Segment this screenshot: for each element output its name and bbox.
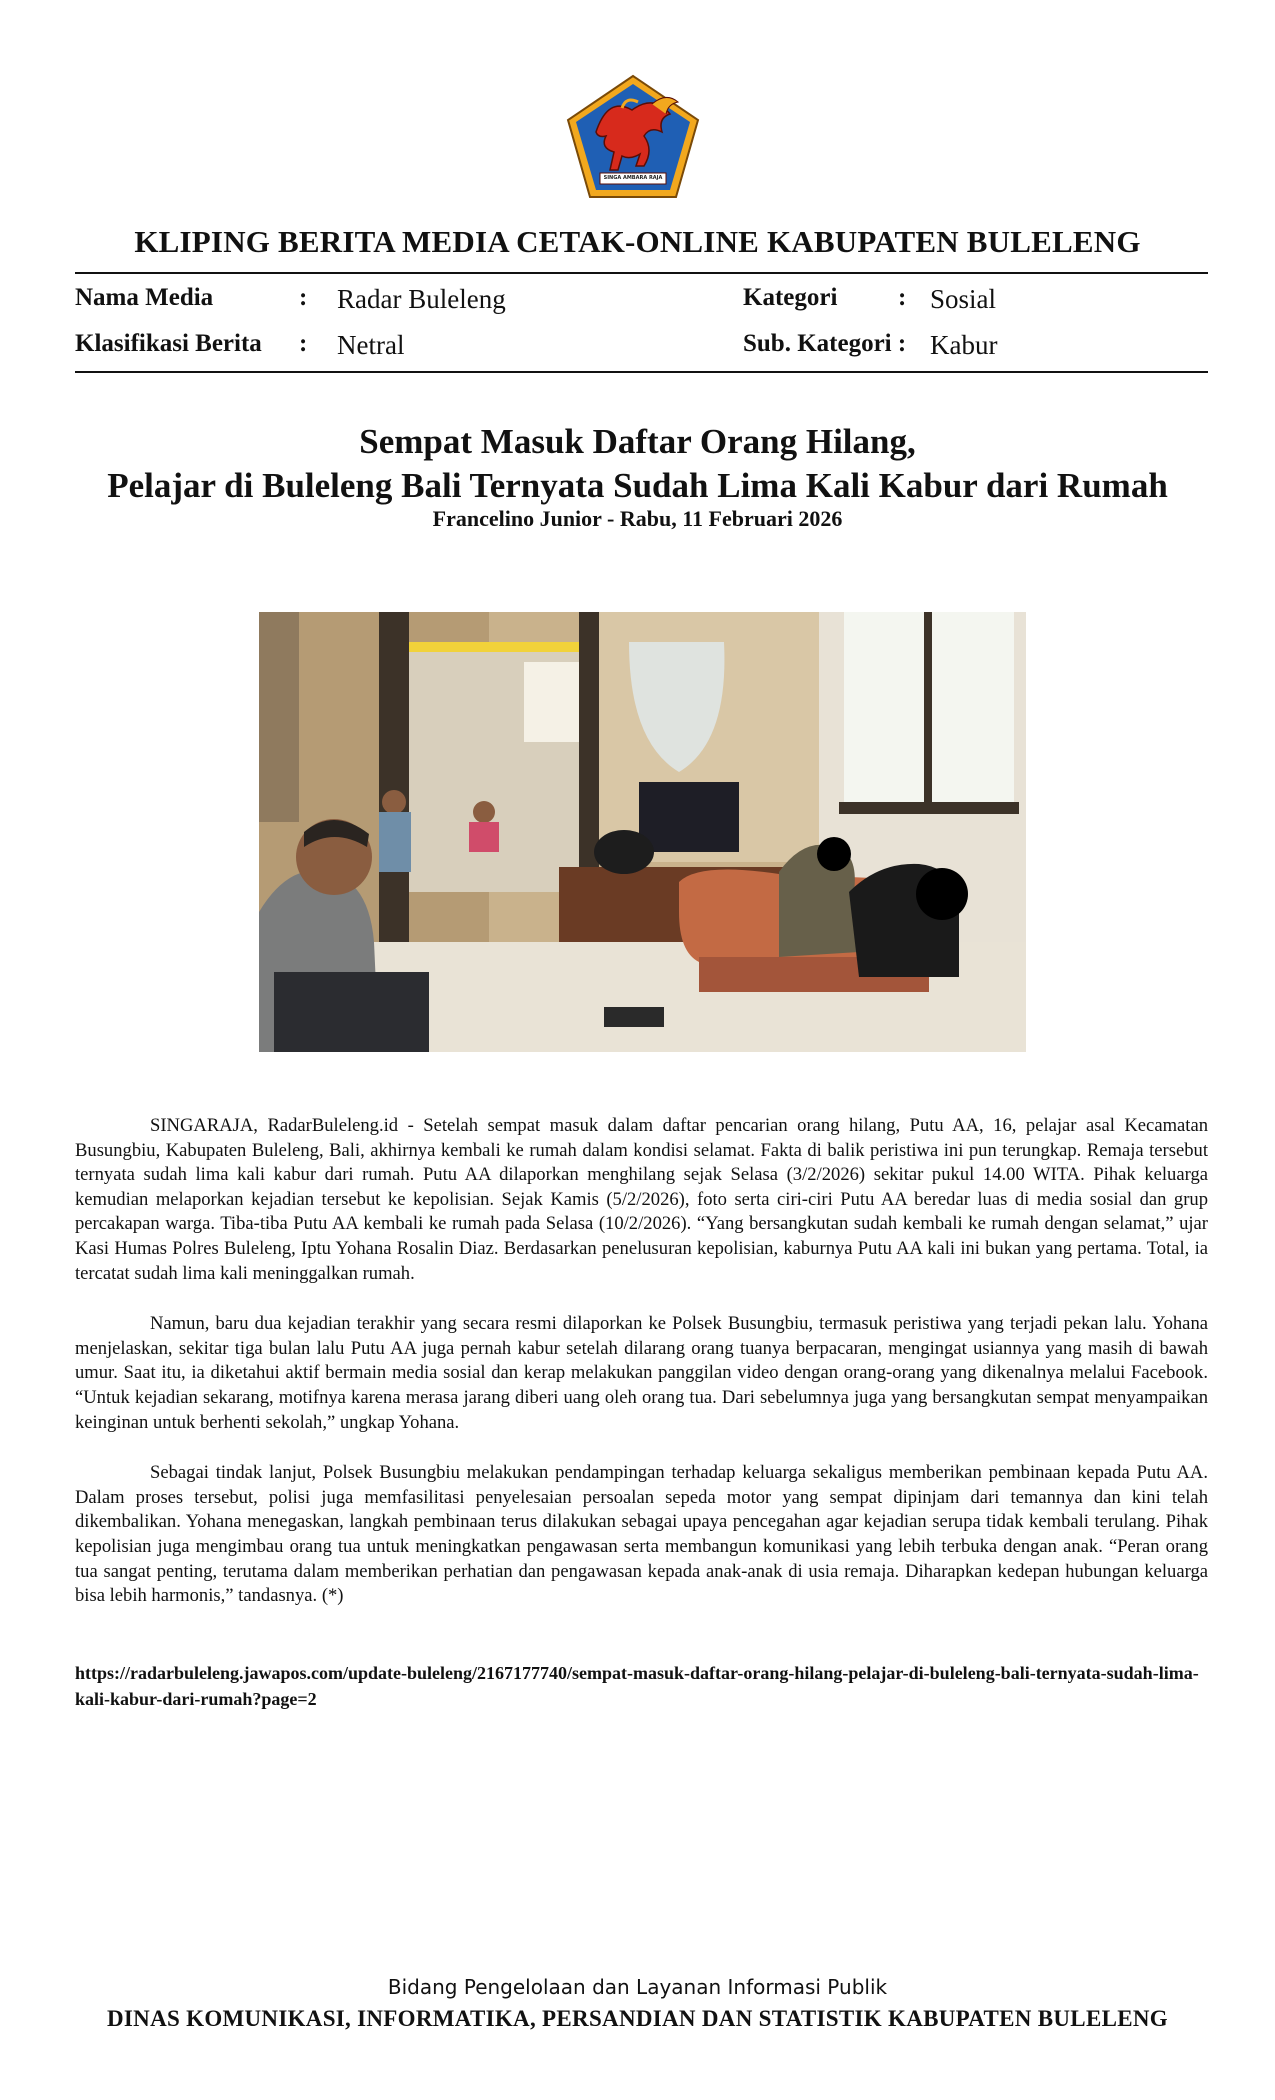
kategori-colon: : bbox=[898, 284, 907, 311]
subkategori-value: Kabur bbox=[930, 330, 998, 360]
article-paragraph: Sebagai tindak lanjut, Polsek Busungbiu melakukan pendampingan terhadap keluarga sekaligus memberikan pembinaan kepada Putu AA. Dalam proses tersebut, polisi juga memfasilitasi penyelesaian persoalan sepeda motor yang sempat dipinjam dari temannya dan kini telah dikembalikan. Yohana menegaskan, langkah pembinaan terus dilakukan sebagai upaya pencegahan agar kejadian serupa tidak kembali terulang. Pihak kepolisian juga mengimbau orang tua untuk meningkatkan pengawasan serta membangun komunikasi yang lebih terbuka dengan anak. “Peran orang tua sangat penting, terutama dalam memberikan perhatian dan pengawasan kepada anak-anak di usia remaja. Diharapkan kedepan hubungan keluarga bisa lebih harmonis,” tandasnya. (*) bbox=[75, 1462, 1208, 1607]
article-byline: Francelino Junior - Rabu, 11 Februari 2026 bbox=[432, 506, 843, 531]
subkategori-label: Sub. Kategori : bbox=[743, 330, 907, 357]
article-paragraph: SINGARAJA, RadarBuleleng.id - Setelah sempat masuk dalam daftar pencarian orang hilang, Putu AA, 16, pelajar asal Kecamatan Busungbiu, Kabupaten Buleleng, Bali, akhirnya kembali ke rumah dalam kondisi selamat. Fakta di balik peristiwa ini pun terungkap. Remaja tersebut ternyata sudah lima kali kabur dari rumah. Putu AA dilaporkan menghilang sejak Selasa (3/2/2026) sekitar pukul 14.00 WITA. Pihak keluarga kemudian melaporkan kejadian tersebut ke kepolisian. Sejak Kamis (5/2/2026), foto serta ciri-ciri Putu AA beredar luas di media sosial dan grup percakapan warga. Tiba-tiba Putu AA kembali ke rumah pada Selasa (10/2/2026). “Yang bersangkutan sudah kembali ke rumah dengan selamat,” ujar Kasi Humas Polres Buleleng, Iptu Yohana Rosalin Diaz. Berdasarkan penelusuran kepolisian, kaburnya Putu AA kali ini bukan yang pertama. Total, ia tercatat sudah lima kali meninggalkan rumah. bbox=[75, 1115, 1208, 1284]
header-rule-top bbox=[75, 272, 1208, 274]
media-colon: : bbox=[299, 284, 308, 311]
kategori-label: Kategori bbox=[743, 284, 838, 311]
footer-agency: DINAS KOMUNIKASI, INFORMATIKA, PERSANDIAN DAN STATISTIK KABUPATEN BULELENG bbox=[107, 2006, 1168, 2031]
police-station-meeting-photo bbox=[259, 612, 1026, 1052]
media-label: Nama Media bbox=[75, 284, 214, 311]
emblem-text: SINGA AMBARA RAJA bbox=[603, 175, 663, 181]
media-value: Radar Buleleng bbox=[337, 284, 506, 314]
footer-department: Bidang Pengelolaan dan Layanan Informasi Publik bbox=[387, 1975, 888, 1999]
klasifikasi-value: Netral bbox=[337, 330, 405, 360]
article-title-line1: Sempat Masuk Daftar Orang Hilang, bbox=[359, 422, 916, 461]
kategori-value: Sosial bbox=[930, 284, 997, 314]
meta-row-1 bbox=[75, 282, 1208, 318]
article-title bbox=[0, 420, 1275, 508]
klasifikasi-label: Klasifikasi Berita bbox=[75, 330, 262, 357]
article-body bbox=[75, 1114, 1208, 1635]
klasifikasi-colon: : bbox=[299, 330, 308, 357]
article-paragraph: Namun, baru dua kejadian terakhir yang secara resmi dilaporkan ke Polsek Busungbiu, termasuk peristiwa yang terjadi pekan lalu. Yohana menjelaskan, sekitar tiga bulan lalu Putu AA juga pernah kabur setelah dilarang orang tuanya berpacaran, mengingat usiannya yang masih di bawah umur. Saat itu, ia diketahui aktif bermain media sosial dan kerap melakukan panggilan video dengan orang-orang yang dikenalnya melalui Facebook. “Untuk kejadian sekarang, motifnya karena merasa jarang diberi uang oleh orang tua. Dari sebelumnya juga yang bersangkutan sempat menyampaikan keinginan untuk berhenti sekolah,” ungkap Yohana. bbox=[75, 1313, 1208, 1433]
meta-row-2 bbox=[75, 328, 1208, 364]
source-url-link[interactable]: https://radarbuleleng.jawapos.com/update-buleleng/2167177740/sempat-masuk-daftar-orang-hilang-pelajar-di-buleleng-bali-ternyata-sudah-lima-kali-kabur-dari-rumah?page=2 bbox=[75, 1663, 1199, 1709]
document-header-title: KLIPING BERITA MEDIA CETAK-ONLINE KABUPATEN BULELENG bbox=[134, 224, 1141, 259]
header-rule-bottom bbox=[75, 371, 1208, 373]
singa-ambara-raja-emblem-icon bbox=[566, 74, 700, 200]
article-title-line2: Pelajar di Buleleng Bali Ternyata Sudah Lima Kali Kabur dari Rumah bbox=[107, 466, 1168, 505]
